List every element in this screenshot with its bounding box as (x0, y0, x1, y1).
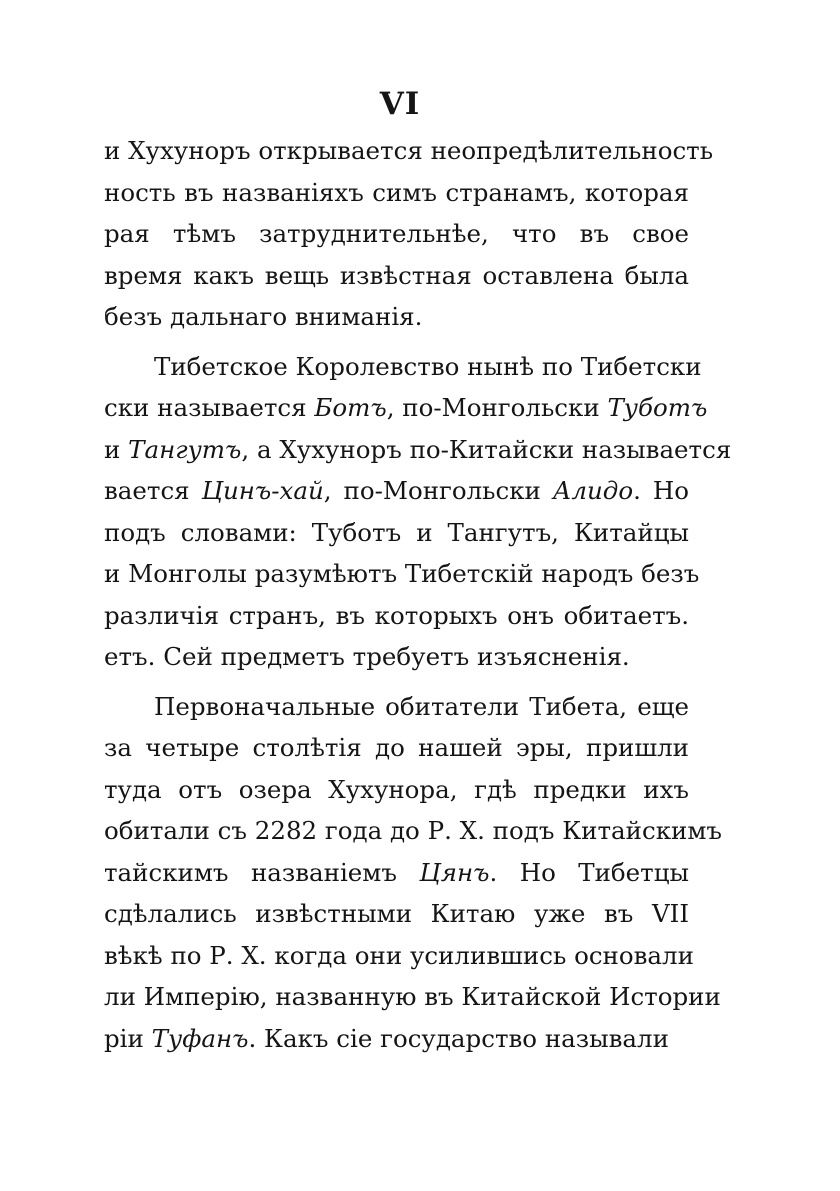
text-line (104, 296, 689, 338)
paragraph-gap (104, 678, 689, 686)
page-number: VI (379, 86, 421, 122)
text-line (104, 636, 689, 678)
italic-term: Тангутъ (128, 434, 242, 464)
text-segment: . Какъ сiе государство называли (248, 1023, 669, 1053)
text-segment: ность въ названiяхъ симъ странамъ, которая (104, 177, 689, 207)
paragraph (104, 130, 714, 338)
text-segment: ли Имперiю, названную въ Китайской Истории (104, 982, 721, 1011)
text-segment: рая тѣмъ затруднительнѣе, что въ свое (104, 219, 689, 248)
text-segment: , а Хухуноръ по-Китайски называется (241, 434, 732, 464)
text-segment: . Но (633, 476, 689, 505)
italic-term: Цинъ-хай (201, 476, 324, 505)
text-segment: тайскимъ названiемъ (104, 857, 420, 887)
text-line (104, 130, 714, 172)
text-segment: обитали съ 2282 года до Р. Х. подъ Китайскимъ (104, 816, 723, 845)
text-segment: ски называется (104, 393, 315, 422)
text-line (104, 429, 732, 471)
text-line (104, 387, 708, 429)
paragraph (104, 686, 723, 1060)
text-line (104, 852, 689, 894)
text-line (104, 686, 689, 728)
text-segment: вается (104, 476, 202, 505)
paragraph-gap (104, 338, 689, 346)
text-segment: рiи (104, 1023, 152, 1053)
text-segment: и (104, 434, 129, 464)
text-line (104, 893, 689, 935)
text-line (104, 935, 694, 977)
text-segment: время какъ вещь извѣстная оставлена была (104, 260, 689, 290)
text-line (104, 727, 689, 769)
text-segment: подъ словами: Туботъ и Тангутъ, Китайцы (104, 517, 689, 547)
text-line (104, 769, 689, 811)
italic-term: Туфанъ (151, 1023, 249, 1053)
text-segment: етъ. Сей предметъ требуетъ изъясненiя. (104, 642, 630, 671)
text-line (104, 810, 723, 852)
text-line (104, 470, 689, 512)
text-line (104, 346, 702, 388)
italic-term: Алидо (552, 476, 634, 505)
text-segment: , по-Монгольски (323, 476, 553, 505)
text-line (104, 976, 721, 1018)
text-line (104, 1018, 689, 1060)
text-segment: и Монголы разумѣютъ Тибетскiй народъ безъ (104, 559, 700, 588)
text-segment: различiя странъ, въ которыхъ онъ обитаетъ. (104, 600, 689, 630)
text-line (104, 595, 689, 637)
text-segment: Тибетское Королевство нынѣ по Тибетски (154, 351, 702, 381)
text-segment: , по-Монгольски (386, 393, 608, 422)
text-segment: туда отъ озера Хухунора, гдѣ предки ихъ (104, 774, 689, 804)
text-line (104, 172, 689, 214)
body-text (104, 130, 732, 1059)
text-segment: за четыре столѣтiя до нашей эры, пришли (104, 733, 689, 762)
text-segment: Первоначальные обитатели Тибета, еще (154, 691, 689, 721)
text-segment: вѣкѣ по Р. Х. когда они усилившись основали (104, 940, 694, 970)
text-line (104, 553, 700, 595)
text-segment: безъ дальнаго вниманiя. (104, 302, 423, 331)
italic-term: Ботъ (314, 393, 387, 422)
italic-term: Цянъ (419, 857, 490, 887)
text-segment: . Но Тибетцы (489, 857, 689, 887)
text-segment: и Хухуноръ открывается неопредѣлительность (104, 136, 714, 165)
italic-term: Туботъ (607, 393, 708, 422)
text-line (104, 213, 689, 255)
text-line (104, 255, 689, 297)
text-line (104, 512, 689, 554)
paragraph (104, 346, 732, 678)
text-segment: сдѣлались извѣстными Китаю уже въ VII (104, 899, 689, 928)
